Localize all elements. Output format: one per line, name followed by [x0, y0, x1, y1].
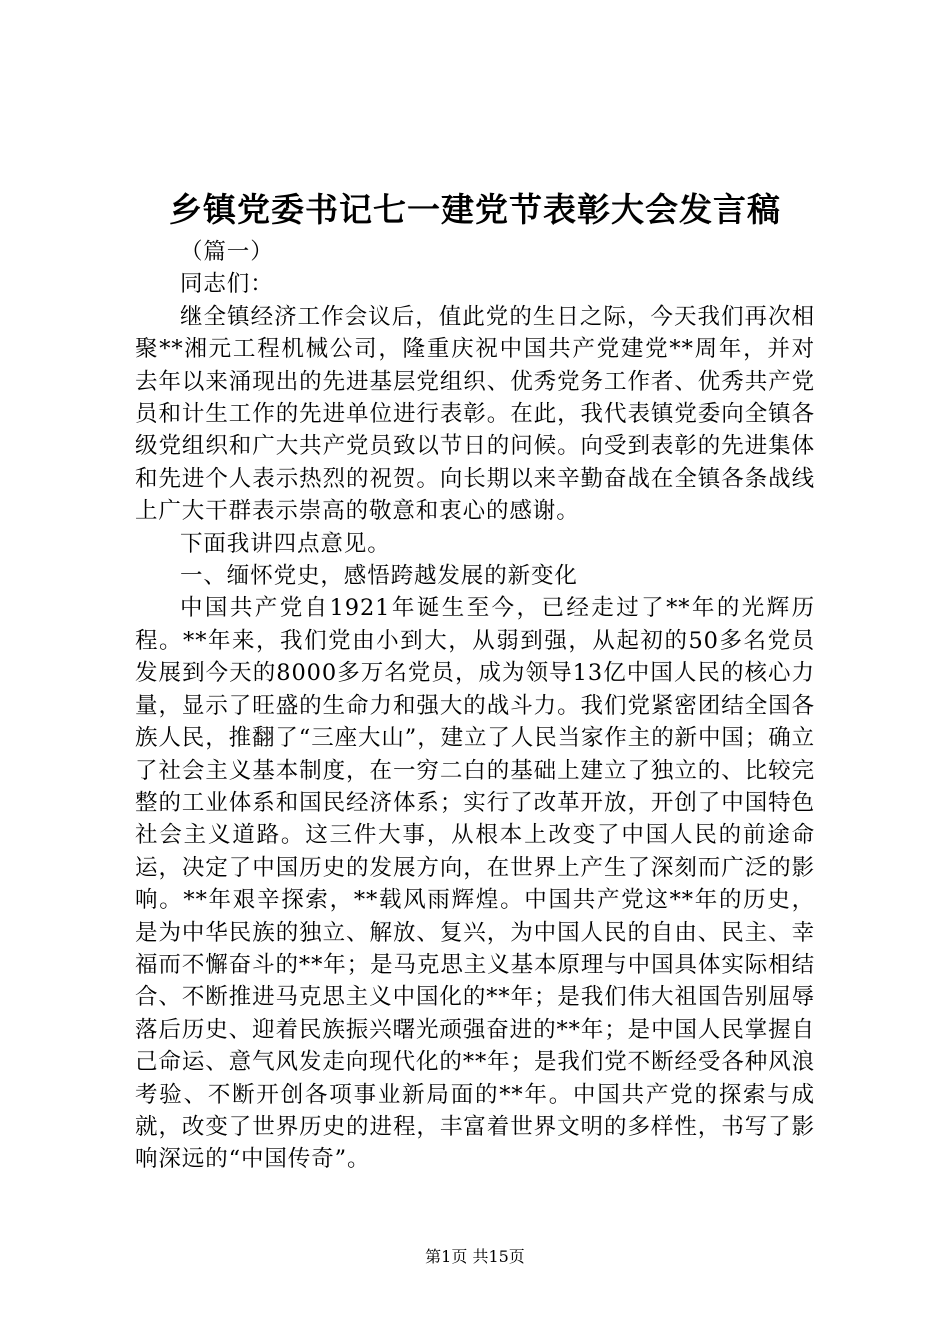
paragraph-section-label: （篇一） — [180, 239, 274, 265]
document-body — [135, 236, 815, 1176]
paragraph-salutation: 同志们： — [180, 271, 274, 298]
document-title: 乡镇党委书记七一建党节表彰大会发言稿 — [169, 190, 781, 229]
page-footer: 第1页 共15页 — [425, 1247, 525, 1266]
paragraph-opening: 继全镇经济工作会议后，值此党的生日之际，今天我们再次相聚**湘元工程机械公司，隆重庆祝中国共产党建党**周年，并对去年以来涌现出的先进基层党组织、优秀党务工作者、优秀共产党员和计生工作的先进单位进行表彰。在此，我代表镇党委向全镇各级党组织和广大共产党员致以节日的问候。向受到表彰的先进集体和先进个人表示热烈的祝贺。向长期以来辛勤奋战在全镇各条战线上广大干群表示崇高的敬意和衷心的感谢。 — [135, 303, 815, 525]
paragraph-history: 中国共产党自1921年诞生至今，已经走过了**年的光辉历程。**年来，我们党由小到大，从弱到强，从起初的50多名党员发展到今天的8000多万名党员，成为领导13亿中国人民的核心力量，显示了旺盛的生命力和强大的战斗力。我们党紧密团结全国各族人民，推翻了“三座大山”，建立了人民当家作主的新中国；确立了社会主义基本制度，在一穷二白的基础上建立了独立的、比较完整的工业体系和国民经济体系；实行了改革开放，开创了中国特色社会主义道路。这三件大事，从根本上改变了中国人民的前途命运，决定了中国历史的发展方向，在世界上产生了深刻而广泛的影响。**年艰辛探索，**载风雨辉煌。中国共产党这**年的历史，是为中华民族的独立、解放、复兴，为中国人民的自由、民主、幸福而不懈奋斗的**年；是马克思主义基本原理与中国具体实际相结合、不断推进马克思主义中国化的**年；是我们伟大祖国告别屈辱落后历史、迎着民族振兴曙光顽强奋进的**年；是中国人民掌握自己命运、意气风发走向现代化的**年；是我们党不断经受各种风浪考验、不断开创各项事业新局面的**年。中国共产党的探索与成就，改变了世界历史的进程，丰富着世界文明的多样性，书写了影响深远的“中国传奇”。 — [135, 595, 816, 1173]
section-heading-1: 一、缅怀党史，感悟跨越发展的新变化 — [180, 563, 578, 590]
paragraph-intro: 下面我讲四点意见。 — [180, 530, 391, 557]
